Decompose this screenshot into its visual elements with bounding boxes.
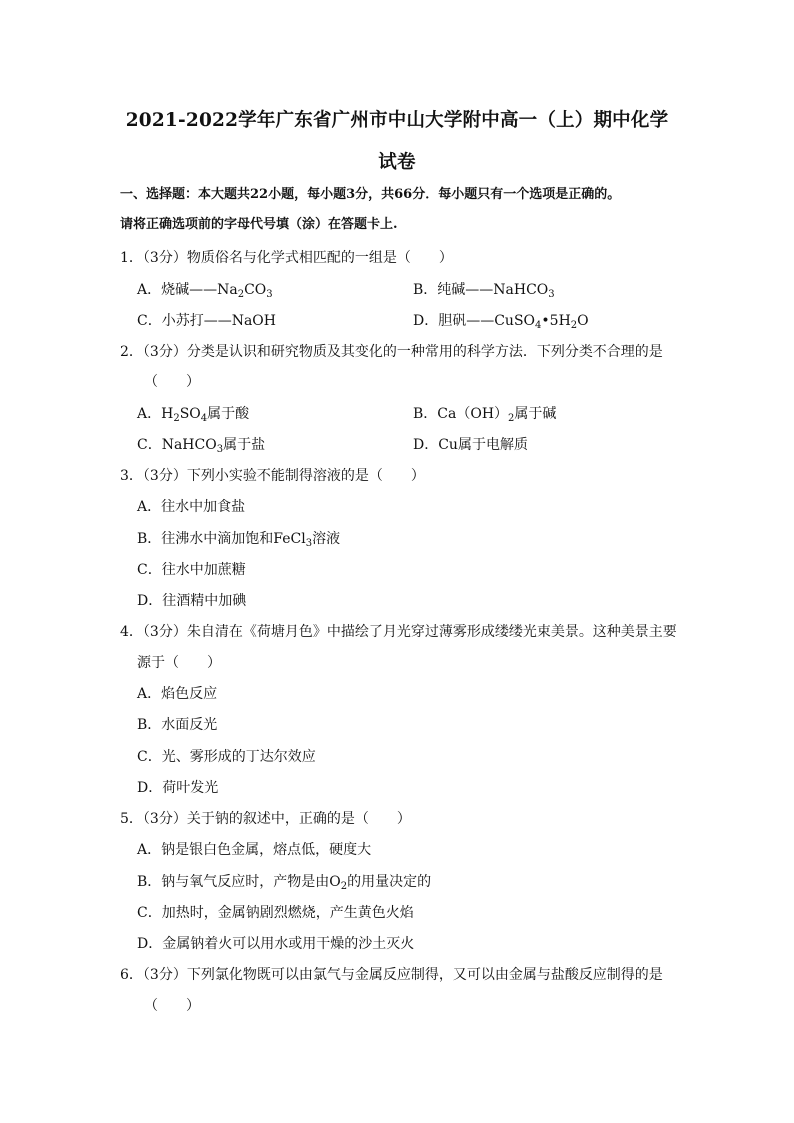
question-2-stem: 2．（3分）分类是认识和研究物质及其变化的一种常用的科学方法．下列分类不合理的是 (120, 344, 663, 360)
question-2-option-d: D．Cu属于电解质 (413, 437, 528, 453)
exam-title-cont: 试卷 (378, 152, 416, 173)
question-4-option-b: B．水面反光 (137, 717, 218, 733)
question-4-option-a: A．焰色反应 (137, 686, 218, 702)
question-2-option-b: B．$Ca(OH)_2$属于碱 (413, 406, 557, 424)
question-1-option-b: B．纯碱——NaHCO$_3$ (413, 282, 555, 300)
question-3-stem: 3．（3分）下列小实验不能制得溶液的是（ ） (120, 468, 425, 484)
section-heading: 一、选择题：本大题共22小题，每小题3分，共66分．每小题只有一个选项是正确的。 (120, 187, 621, 202)
question-5-option-d: D．金属钠着火可以用水或用干燥的沙土灭火 (137, 936, 415, 952)
question-3-option-a: A．往水中加食盐 (137, 499, 246, 515)
question-3-option-d: D．往酒精中加碘 (137, 593, 247, 609)
question-5-option-c: C．加热时，金属钠剧烈燃烧，产生黄色火焰 (137, 905, 414, 921)
question-4-option-c: C．光、雾形成的丁达尔效应 (137, 749, 316, 765)
question-1-option-d: D．胆矾$——CuSO_4•5H_2O$ (413, 313, 589, 331)
question-4-stem: 4．（3分）朱自清在《荷塘月色》中描绘了月光穿过薄雾形成缕缕光束美景。这种美景主要 (120, 624, 677, 640)
exam-title: 2021-2022学年广东省广州市中山大学附中高一（上）期中化学 (125, 110, 669, 131)
question-3-option-c: C．往水中加蔗糖 (137, 562, 246, 578)
question-4-stem-cont: 源于（ ） (137, 655, 221, 671)
question-2-option-a: A．$H_2SO_4$属于酸 (137, 406, 250, 424)
question-4-option-d: D．荷叶发光 (137, 780, 219, 796)
question-6-stem: 6．（3分）下列氯化物既可以由氯气与金属反应制得，又可以由金属与盐酸反应制得的是 (120, 967, 663, 983)
question-2-option-c: C．NaHCO$_3$属于盐 (137, 437, 266, 455)
question-1-option-c: C．小苏打——NaOH (137, 313, 276, 329)
question-6-answer-paren: （ ） (144, 998, 200, 1014)
question-1-stem: 1．（3分）物质俗名与化学式相匹配的一组是（ ） (120, 250, 453, 266)
section-heading-cont: 请将正确选项前的字母代号填（涂）在答题卡上. (120, 217, 398, 232)
question-5-option-a: A．钠是银白色金属，熔点低，硬度大 (137, 842, 372, 858)
question-1-option-a: A．烧碱$——Na_2CO_3$ (137, 282, 273, 300)
question-3-option-b: B．往沸水中滴加饱和FeCl$_3$溶液 (137, 531, 341, 549)
question-5-option-b: B．钠与氧气反应时，产物是由$O_2$的用量决定的 (137, 874, 432, 892)
question-2-answer-paren: （ ） (144, 374, 200, 390)
question-5-stem: 5．（3分）关于钠的叙述中，正确的是（ ） (120, 811, 411, 827)
